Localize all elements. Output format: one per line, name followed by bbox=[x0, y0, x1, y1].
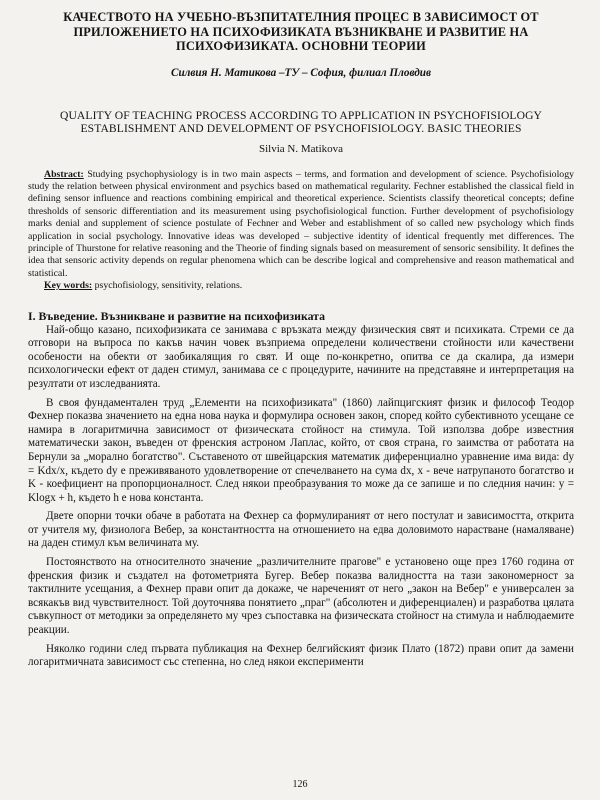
paragraph-5: Няколко години след първата публикация на Фехнер белгийският физик Плато (1872) прави опит да замени логаритмичната зависимост със степенна, но след някои експерименти bbox=[28, 642, 574, 669]
title-english: QUALITY OF TEACHING PROCESS ACCORDING TO APPLICATION IN PSYCHOFISIOLOGY ESTABLISHMENT AND DEVELOPMENT OF PSYCHOFISIOLOGY. BASIC THEORIES bbox=[59, 108, 543, 135]
keywords-label: Key words: bbox=[44, 280, 93, 292]
keywords bbox=[28, 280, 574, 292]
page-number: 126 bbox=[292, 779, 308, 790]
paragraph-4: Постоянството на относителното значение „различителните прагове" е установено още през 1760 година от френския физик и създател на фотометрията Бугер. Вебер показва валидността на тази закономерност за тактилните усещания, а Фехнер прави опит да докаже, че нареченият от него „закон на Вебер" е универсален за всякакъв вид чувствителност. Той доуточнява понятието „праг" (абсолютен и диференциален) и разработва цялата съвкупност от методики за определянето му чрез съпоставка на физическата стойност на стимула и наблюдаемите реакции. bbox=[28, 556, 574, 637]
abstract bbox=[28, 169, 574, 281]
abstract-label: Abstract: bbox=[44, 168, 84, 180]
paragraph-3: Двете опорни точки обаче в работата на Фехнер са формулираният от него постулат и зависимостта, открита от учителя му, физиолога Вебер, за константността на отношението на едва доловимото нарастване (намаляване) на даден стимул към величината му. bbox=[28, 510, 574, 550]
author-english: Silvia N. Matikova bbox=[258, 142, 344, 155]
abstract-text: Studying psychophysiology is in two main aspects – terms, and formation and development of science. Psychofisiology study the relation between physical environment and psychics based on mathematical regularity. Fechner established the classical field in defining sensor influence and reactions combining empirical and theoretical experience. Scientists classify theoretical concepts; define thresholds of sensoric differentiation and its measurement using psychofisiological function. Further development of psychofisiology marks denial and supplement of science postulate of Fechner and Weber and establishment of so called new psychology which finds application in social psychology. Innovative ideas was developed – subjective identity of identical frequently met differences. The principle of Thurstone for relative reasoning and the Theorie of finding signals based on measurement of sensoric sensibility. It defines the idea that sensoric activity depends on regular phenomena which can be describe logical and comprehensive and reason mathematical and statistical. bbox=[28, 168, 574, 279]
keywords-text: psychofisiology, sensitivity, relations. bbox=[94, 280, 243, 292]
paragraph-1: Най-общо казано, психофизиката се занимава с връзката между физическия свят и психиката. Стреми се да отговори на въпроса по какъв начин човек възприема определени количествени стойности или качествени особености на обекти от заобикалящия го свят. И още по-конкретно, опитва се да скалира, да измери психологически ефект от даден стимул, занимава се с процедурите, начините на представяне и интерпретация на резултати от изследванията. bbox=[28, 323, 574, 390]
title-bulgarian: КАЧЕСТВОТО НА УЧЕБНО-ВЪЗПИТАТЕЛНИЯ ПРОЦЕС В ЗАВИСИМОСТ ОТ ПРИЛОЖЕНИЕТО НА ПСИХОФИЗИКАТА ВЪЗНИКВАНЕ И РАЗВИТИЕ НА ПСИХОФИЗИКАТА. ОСНОВНИ ТЕОРИИ bbox=[63, 10, 539, 53]
author-affiliation-bulgarian: Силвия Н. Матикова –ТУ – София, филиал Пловдив bbox=[171, 66, 431, 79]
section-heading: I. Въведение. Възникване и развитие на психофизиката bbox=[28, 308, 326, 323]
paragraph-2: В своя фундаментален труд „Елементи на психофизиката" (1860) лайпцигският физик и философ Теодор Фехнер показва значението на една нова наука и формулира основен закон, според който субективното усещане се намира в логаритмична зависимост от физическата стойност на стимула. Той използва добре известния математически закон, въведен от френския астроном Лаплас, който, от своя страна, го заимства от работата на Бернули за „морално богатство". Съставеното от швейцарския математик диференциално уравнение има вида: dy = Kdx/x, където dy е преживяваното удовлетворение от спечелването на сума dx, x - вече натрупаното богатство и K - коефициент на пропорционалност. След някои преобразувания то може да се запише и по следния начин: y = Klogx + h, където h е нова константа. bbox=[28, 396, 574, 504]
